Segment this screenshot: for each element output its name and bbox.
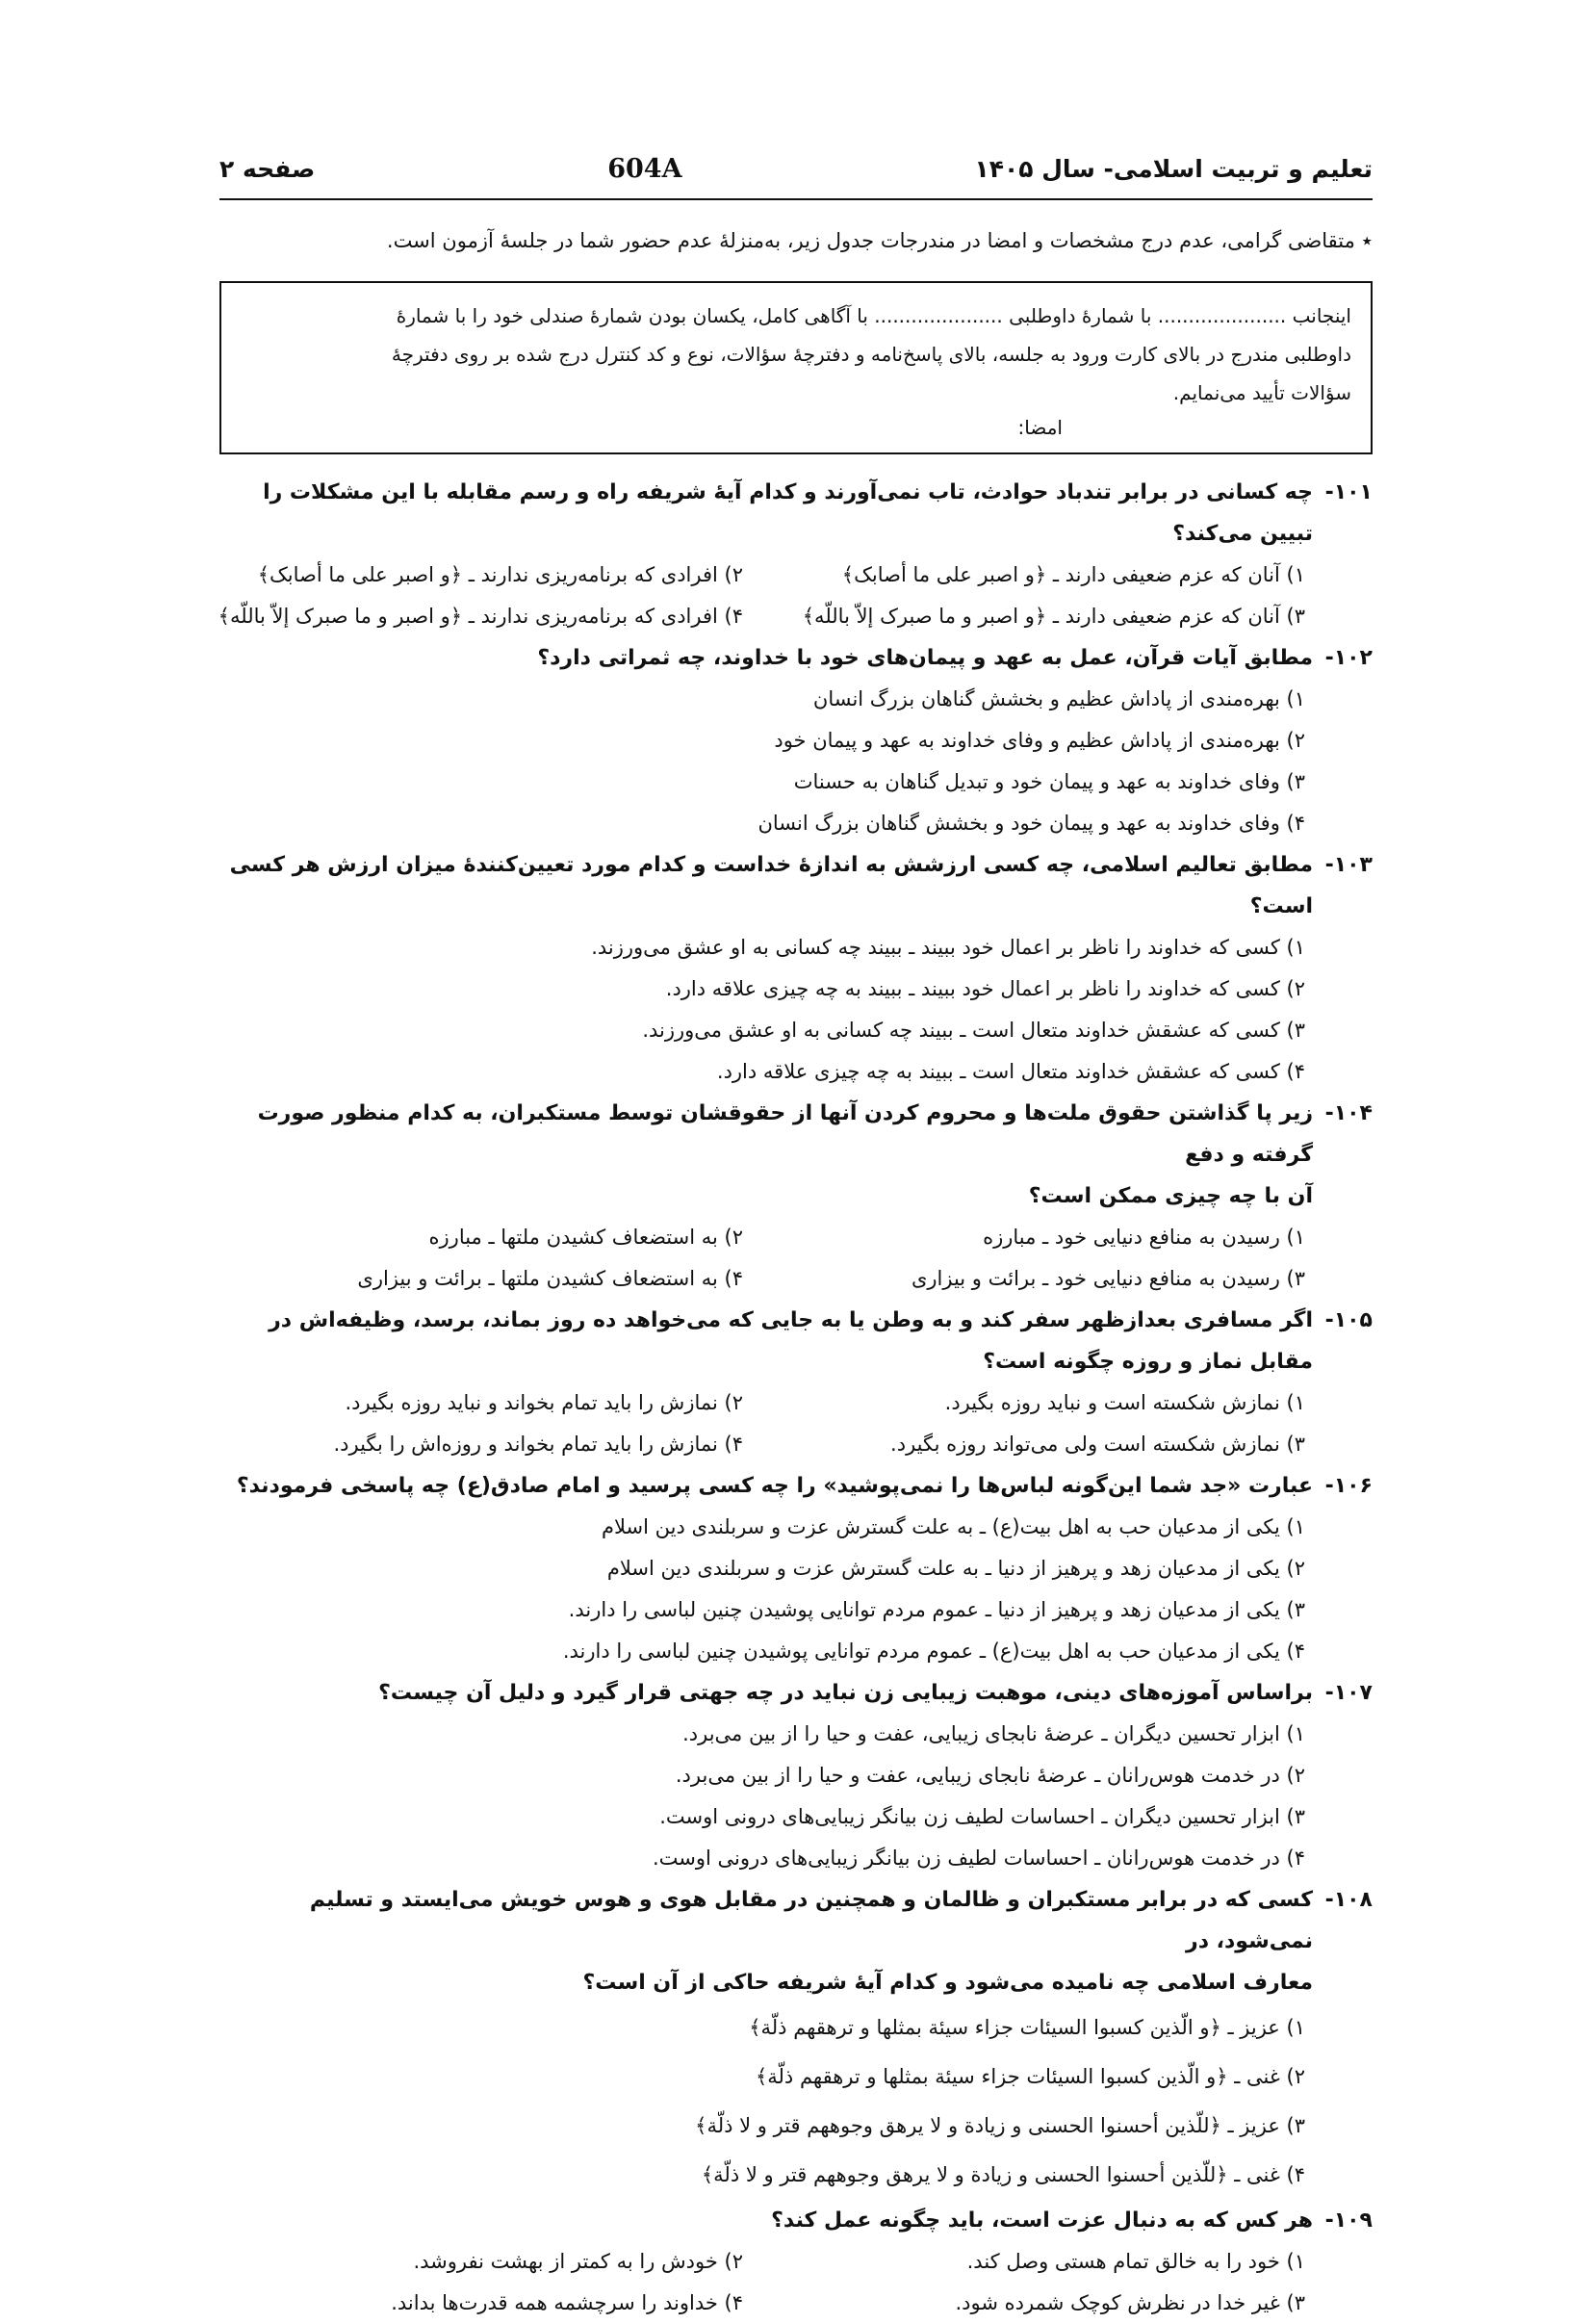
exam-title: تعلیم و تربیت اسلامی- سال ۱۴۰۵ bbox=[974, 154, 1373, 183]
question-number: ۱۰۹- bbox=[1324, 2208, 1373, 2233]
answer-option: ۴) افرادی که برنامه‌ریزی ندارند ـ ﴿و اصبر و ما صبرک إلاّ باللّه﴾ bbox=[218, 605, 743, 628]
answer-option: ۱) بهره‌مندی از پاداش عظیم و بخشش گناهان بزرگ انسان bbox=[812, 687, 1305, 710]
answer-option: ۲) افرادی که برنامه‌ریزی ندارند ـ ﴿و اصبر علی ما أصابک﴾ bbox=[257, 563, 743, 586]
question-text: اگر مسافری بعدازظهر سفر کند و به وطن یا به جایی که می‌خواهد ده روز بماند، برسد، وظیفه‌اش در مقابل نماز و روزه چگونه است؟ bbox=[269, 1308, 1313, 1374]
answer-option: ۳) رسیدن به منافع دنیایی خود ـ برائت و بیزاری bbox=[911, 1267, 1305, 1290]
answer-options bbox=[208, 1507, 1313, 1672]
declaration-box bbox=[219, 281, 1373, 454]
answer-option: ۱) خود را به خالق تمام هستی وصل کند. bbox=[966, 2250, 1305, 2273]
declaration-line: داوطلبی مندرج در بالای کارت ورود به جلسه، بالای پاسخ‌نامه و دفترچهٔ سؤالات، نوع و کد کنترل درج شده بر روی دفترچهٔ bbox=[391, 343, 1351, 366]
answer-option: ۴) یکی از مدعیان حب به اهل بیت(ع) ـ عموم مردم توانایی پوشیدن چنین لباسی را دارند. bbox=[562, 1640, 1305, 1663]
question-number: ۱۰۴- bbox=[1324, 1101, 1373, 1125]
answer-options bbox=[208, 2003, 1313, 2200]
answer-option: ۲) به استضعاف کشیدن ملتها ـ مبارزه bbox=[428, 1226, 743, 1249]
page-header bbox=[219, 144, 1373, 200]
answer-option: ۴) در خدمت هوس‌رانان ـ احساسات لطیف زن بیانگر زیبایی‌های درونی اوست. bbox=[652, 1846, 1305, 1870]
page-number: صفحه ۲ bbox=[219, 154, 316, 183]
answer-options bbox=[208, 679, 1313, 844]
booklet-code: 604A bbox=[607, 153, 682, 184]
question-text: کسی که در برابر مستکبران و ظالمان و همچنین در مقابل هوی و هوس خویش می‌ایستد و تسلیم نمی‌شود، در bbox=[309, 1888, 1313, 1953]
answer-options bbox=[208, 555, 1313, 637]
answer-option: ۳) وفای خداوند به عهد و پیمان خود و تبدیل گناهان به حسنات bbox=[793, 770, 1305, 793]
question-number: ۱۰۵- bbox=[1324, 1308, 1373, 1332]
question-number: ۱۰۱- bbox=[1324, 480, 1373, 504]
answer-option: ۲) بهره‌مندی از پاداش عظیم و وفای خداوند به عهد و پیمان خود bbox=[774, 729, 1305, 752]
candidate-notice: ٭ متقاضی گرامی، عدم درج مشخصات و امضا در مندرجات جدول زیر، به‌منزلهٔ عدم حضور شما در جلسهٔ آزمون است. bbox=[386, 229, 1373, 252]
answer-option: ۴) کسی که عشقش خداوند متعال است ـ ببیند به چه چیزی علاقه دارد. bbox=[716, 1060, 1305, 1083]
question-item bbox=[208, 1300, 1373, 1465]
answer-option: ۲) در خدمت هوس‌رانان ـ عرضهٔ نابجای زیبایی، عفت و حیا را از بین می‌برد. bbox=[675, 1764, 1305, 1787]
answer-option: ۱) نمازش شکسته است و نباید روزه بگیرد. bbox=[944, 1391, 1305, 1414]
answer-option: ۴) به استضعاف کشیدن ملتها ـ برائت و بیزاری bbox=[357, 1267, 743, 1290]
question-text: مطابق آیات قرآن، عمل به عهد و پیمان‌های خود با خداوند، چه ثمراتی دارد؟ bbox=[537, 646, 1313, 670]
question-number: ۱۰۷- bbox=[1324, 1681, 1373, 1705]
answer-option: ۴) وفای خداوند به عهد و پیمان خود و بخشش گناهان بزرگ انسان bbox=[757, 812, 1305, 835]
answer-options bbox=[208, 2241, 1313, 2324]
question-text: مطابق تعالیم اسلامی، چه کسی ارزشش به اندازهٔ خداست و کدام مورد تعیین‌کنندهٔ میزان ارزش هر کسی است؟ bbox=[229, 853, 1313, 918]
declaration-line: اینجانب ..................... با شمارهٔ داوطلبی ..................... با آگاهی کامل، یکسان بودن شمارهٔ صندلی خود را با شمارهٔ bbox=[396, 304, 1351, 327]
question-text: هر کس که به دنبال عزت است، باید چگونه عمل کند؟ bbox=[771, 2208, 1313, 2233]
answer-option: ۳) نمازش شکسته است ولی می‌تواند روزه بگیرد. bbox=[890, 1433, 1305, 1456]
question-item bbox=[208, 844, 1373, 1093]
answer-option: ۲) یکی از مدعیان زهد و پرهیز از دنیا ـ به علت گسترش عزت و سربلندی دین اسلام bbox=[606, 1557, 1305, 1580]
question-item bbox=[208, 1879, 1373, 2200]
question-item bbox=[208, 1093, 1373, 1300]
question-item bbox=[208, 1465, 1373, 1672]
question-item bbox=[208, 2200, 1373, 2324]
answer-option: ۳) کسی که عشقش خداوند متعال است ـ ببیند چه کسانی به او عشق می‌ورزند. bbox=[642, 1019, 1305, 1042]
question-item bbox=[208, 637, 1373, 844]
answer-options bbox=[208, 1217, 1313, 1300]
answer-options bbox=[208, 1714, 1313, 1879]
answer-option: ۱) عزیز ـ ﴿و الّذین کسبوا السیئات جزاء سیئة بمثلها و ترهقهم ذلّة﴾ bbox=[749, 2016, 1305, 2039]
answer-option: ۳) غیر خدا در نظرش کوچک شمرده شود. bbox=[955, 2291, 1305, 2314]
question-number: ۱۰۶- bbox=[1324, 1474, 1373, 1498]
answer-options bbox=[208, 927, 1313, 1093]
answer-option: ۳) آنان که عزم ضعیفی دارند ـ ﴿و اصبر و ما صبرک إلاّ باللّه﴾ bbox=[802, 605, 1305, 628]
question-item bbox=[208, 1672, 1373, 1879]
answer-option: ۱) کسی که خداوند را ناظر بر اعمال خود ببیند ـ ببیند چه کسانی به او عشق می‌ورزند. bbox=[591, 936, 1305, 959]
question-text: براساس آموزه‌های دینی، موهبت زیبایی زن نباید در چه جهتی قرار گیرد و دلیل آن چیست؟ bbox=[378, 1681, 1313, 1705]
answer-option: ۴) خداوند را سرچشمه همه قدرت‌ها بداند. bbox=[391, 2291, 743, 2314]
answer-option: ۱) ابزار تحسین دیگران ـ عرضهٔ نابجای زیبایی، عفت و حیا را از بین می‌برد. bbox=[682, 1722, 1305, 1745]
answer-option: ۴) غنی ـ ﴿للّذین أحسنوا الحسنی و زیادة و لا یرهق وجوههم قتر و لا ذلّة﴾ bbox=[701, 2163, 1305, 2186]
question-text: آن با چه چیزی ممکن است؟ bbox=[1028, 1184, 1313, 1208]
question-text: عبارت «جد شما این‌گونه لباس‌ها را نمی‌پوشید» را چه کسی پرسید و امام صادق(ع) چه پاسخی فرمودند؟ bbox=[236, 1474, 1313, 1498]
question-number: ۱۰۳- bbox=[1324, 853, 1373, 877]
answer-option: ۲) کسی که خداوند را ناظر بر اعمال خود ببیند ـ ببیند به چه چیزی علاقه دارد. bbox=[665, 977, 1305, 1000]
question-text: زیر پا گذاشتن حقوق ملت‌ها و محروم کردن آنها از حقوقشان توسط مستکبران، به کدام منظور صورت گرفته و دفع bbox=[257, 1101, 1313, 1167]
answer-option: ۳) عزیز ـ ﴿للّذین أحسنوا الحسنی و زیادة و لا یرهق وجوههم قتر و لا ذلّة﴾ bbox=[695, 2114, 1305, 2137]
question-list bbox=[208, 472, 1373, 2324]
question-number: ۱۰۸- bbox=[1324, 1888, 1373, 1912]
question-text: معارف اسلامی چه نامیده می‌شود و کدام آیهٔ شریفه حاکی از آن است؟ bbox=[582, 1971, 1313, 1995]
answer-option: ۱) یکی از مدعیان حب به اهل بیت(ع) ـ به علت گسترش عزت و سربلندی دین اسلام bbox=[602, 1515, 1305, 1538]
question-text: چه کسانی در برابر تندباد حوادث، تاب نمی‌آورند و کدام آیهٔ شریفه راه و رسم مقابله با این مشکلات را تبیین می‌کند؟ bbox=[263, 480, 1313, 546]
answer-option: ۲) غنی ـ ﴿و الّذین کسبوا السیئات جزاء سیئة بمثلها و ترهقهم ذلّة﴾ bbox=[755, 2065, 1305, 2088]
declaration-line: سؤالات تأیید می‌نمایم. bbox=[1172, 381, 1351, 404]
answer-option: ۲) خودش را به کمتر از بهشت نفروشد. bbox=[413, 2250, 743, 2273]
signature-label: امضا: bbox=[1017, 416, 1063, 439]
answer-option: ۳) یکی از مدعیان زهد و پرهیز از دنیا ـ عموم مردم توانایی پوشیدن چنین لباسی را دارند. bbox=[568, 1598, 1305, 1621]
answer-option: ۴) نمازش را باید تمام بخواند و روزه‌اش را بگیرد. bbox=[333, 1433, 743, 1456]
answer-options bbox=[208, 1382, 1313, 1465]
question-number: ۱۰۲- bbox=[1324, 646, 1373, 670]
answer-option: ۱) آنان که عزم ضعیفی دارند ـ ﴿و اصبر علی ما أصابک﴾ bbox=[841, 563, 1305, 586]
answer-option: ۲) نمازش را باید تمام بخواند و نباید روزه بگیرد. bbox=[345, 1391, 743, 1414]
question-item bbox=[208, 472, 1373, 637]
answer-option: ۱) رسیدن به منافع دنیایی خود ـ مبارزه bbox=[983, 1226, 1305, 1249]
answer-option: ۳) ابزار تحسین دیگران ـ احساسات لطیف زن بیانگر زیبایی‌های درونی اوست. bbox=[659, 1805, 1305, 1828]
